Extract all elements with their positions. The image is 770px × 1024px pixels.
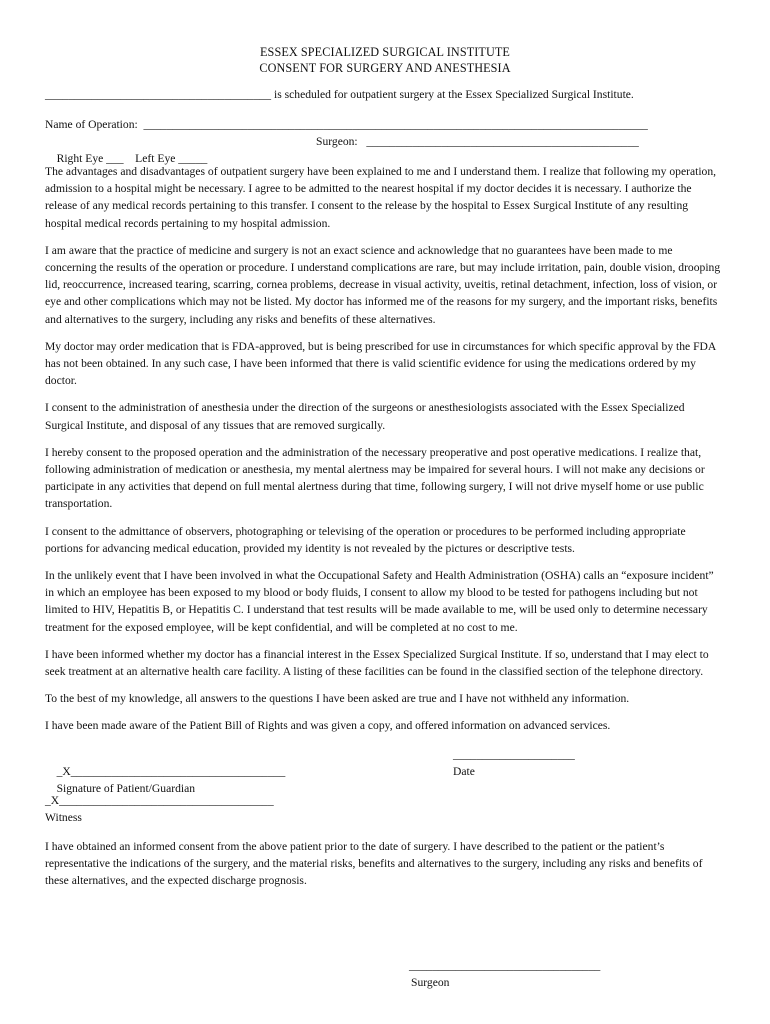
paragraph-bill-of-rights: I have been made aware of the Patient Bill of Rights and was given a copy, and offered information on advanced services. <box>45 719 611 733</box>
eye-surgeon-row <box>45 133 725 165</box>
paragraph-financial-interest: I have been informed whether my doctor has a financial interest in the Essex Specialized Surgical Institute. If so, understand that I may elect to seek treatment at an alternative health care facility. A listing of these facilities can be found in the classified section of the telephone directory. <box>45 647 709 679</box>
consent-form-page <box>45 44 725 889</box>
witness-signature-line[interactable]: _X_____________________________________ <box>45 793 274 807</box>
surgeon-signature-label: Surgeon <box>411 976 450 989</box>
patient-signature-label: Signature of Patient/Guardian <box>56 781 196 795</box>
paragraph-complications: I am aware that the practice of medicine and surgery is not an exact science and acknowledge that no guarantees have been made to me concerning the results of the operation or procedure. I understand complications are rare, but may include irritation, pain, double vision, drooping lid, reoccurrence, increased tearing, scarring, cornea problems, decrease in visual activity, uveitis, retinal detachment, infection, loss of vision, or eye and other complications which may not be listed. My doctor has informed me of the reasons for my surgery, and the important risks, benefits and alternatives to the surgery, including any risks and benefits of these alternatives. <box>45 243 721 326</box>
operation-name-field[interactable]: Name of Operation: _______________________________________________________________________________________ <box>45 118 648 131</box>
paragraph-osha: In the unlikely event that I have been involved in what the Occupational Safety and Health Administration (OSHA) calls an “exposure incident” in which an employee has been exposed to my blood or body fluids, I consent to allow my blood to be tested for pathogens including but not limited to HIV, Hepatitis B, or Hepatitis C. I understand that test results will be made available to me, will be used only to determine necessary treatment for the exposed employee, will be kept confidential, and will be completed at no cost to me. <box>45 569 714 634</box>
signature-labels-row <box>45 763 725 795</box>
date-label: Date <box>453 764 475 778</box>
title-line-institute: ESSEX SPECIALIZED SURGICAL INSTITUTE <box>260 45 510 59</box>
surgeon-signature-block <box>409 957 600 991</box>
surgeon-signature-line[interactable]: _________________________________ <box>409 959 601 972</box>
surgeon-name-field[interactable]: Surgeon: _______________________________________________ <box>316 135 639 148</box>
surgeon-statement: I have obtained an informed consent from the above patient prior to the date of surgery. I have described to the patient or the patient’s representative the indications of the surgery, and the material risks, benefits and alternatives to the surgery, including any risks and benefits of these alternatives, and the expected discharge prognosis. <box>45 839 703 888</box>
paragraph-anesthesia: I consent to the administration of anesthesia under the direction of the surgeons or anesthesiologists associated with the Essex Specialized Surgical Institute, and disposal of any tissues that are removed surgically. <box>45 401 685 432</box>
witness-label: Witness <box>45 810 82 824</box>
paragraph-outpatient: The advantages and disadvantages of outpatient surgery have been explained to me and I understand them. I realize that following my operation, admission to a hospital might be necessary. I agree to be admitted to the nearest hospital if my doctor decides it is necessary. I authorize the release of any medical records pertaining to this transfer. I consent to the release by the hospital to Essex Surgical Institute of any resulting hospital medical records pertaining to my hospital admission. <box>45 165 717 230</box>
patient-signature-line[interactable]: _X_____________________________________ <box>56 764 286 778</box>
eye-selection-field[interactable]: Right Eye ___ Left Eye _____ <box>56 152 208 165</box>
paragraph-observers: I consent to the admittance of observers, photographing or televising of the operation or procedures to be performed including appropriate portions for advancing medical education, provided my identity is not revealed by the pictures or descriptive tests. <box>45 524 686 555</box>
date-line[interactable]: _____________________ <box>453 747 575 761</box>
paragraph-medication: My doctor may order medication that is FDA-approved, but is being prescribed for use in circumstances for which specific approval by the FDA has not been obtained. In any such case, I have been informed that there is valid scientific evidence for using the medications ordered by my doctor. <box>45 339 716 388</box>
paragraph-truthful-answers: To the best of my knowledge, all answers to the questions I have been asked are true and I have not withheld any information. <box>45 692 630 706</box>
title-line-consent: CONSENT FOR SURGERY AND ANESTHESIA <box>259 61 511 75</box>
patient-scheduled-line[interactable]: _______________________________________ is scheduled for outpatient surgery at the Essex Specialized Surgical Institute. <box>45 88 634 101</box>
document-title <box>45 44 725 76</box>
paragraph-operation-consent: I hereby consent to the proposed operation and the administration of the necessary preoperative and post operative medications. I realize that, following administration of medication or anesthesia, my mental alertness may be impaired for several hours. I will not make any decisions or participate in any activities that depend on full mental alertness during that time, following surgery, I will not drive myself home or use public transportation. <box>45 445 705 511</box>
